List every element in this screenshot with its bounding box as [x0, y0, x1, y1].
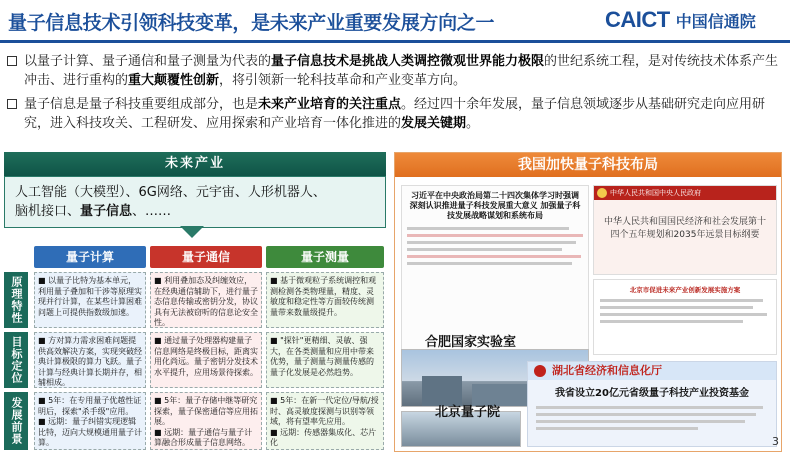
column-header-quantum-computing: 量子计算 — [34, 246, 146, 268]
hubei-banner-text: 湖北省经济和信息化厅 — [552, 364, 662, 377]
cell-measurement-outlook: ■ 5年：在新一代定位/导航/授时、高灵敏度探测与识别等领域，将有望率先应用。 ■ 远期：传感器集成化、芯片化 — [266, 392, 384, 450]
emblem-icon — [534, 365, 546, 377]
china-layout-panel — [394, 152, 782, 452]
bullet-text: 。 — [466, 116, 480, 131]
industries-emphasis: 量子信息 — [80, 204, 133, 219]
bullet-emphasis: 量子信息技术是挑战人类调控微观世界能力极限 — [271, 54, 545, 69]
cell-measurement-principle: ■ 基于微观粒子系统调控和观测检测各类物理量，精度、灵敏度和稳定性等方面较传统测量带来数量级提升。 — [266, 272, 384, 328]
hubei-fund-headline: 我省设立20亿元省级量子科技产业投资基金 — [555, 388, 749, 399]
page-number: 3 — [772, 435, 779, 448]
logo-cn: 中国信通院 — [675, 11, 756, 31]
bullet-emphasis: 未来产业培育的关注重点 — [258, 97, 402, 112]
gov-banner — [594, 186, 776, 200]
bullet-text: 。经过四十余年发展，量子信息领域逐步从基础研究走向应用研究，进入科技攻关、工程研发、应用探索和产业培育一体化推进的 — [24, 97, 766, 131]
down-arrow-icon — [180, 226, 204, 238]
title-rule — [0, 40, 790, 43]
hubei-fund-body — [528, 399, 776, 437]
title-bar — [0, 0, 790, 42]
bullet-item — [6, 52, 784, 90]
national-emblem-icon — [597, 188, 607, 198]
industries-text: 、…… — [132, 204, 172, 219]
future-industries-header: 未来产业 — [4, 152, 386, 176]
bullet-item — [6, 95, 784, 133]
bullet-text: ，将引领新一轮科技革命和产业变革方向。 — [219, 73, 467, 88]
bullet-text: 的世纪系统工程，是对传统技术体系产生冲击、进行重构的 — [24, 54, 779, 88]
news-clipping-study-session — [401, 185, 589, 355]
cell-communication-principle: ■ 利用叠加态及纠缠效应，在经典通信辅助下，进行量子态信息传输或密钥分发，协议具有无法被窃听的信息论安全性。 — [150, 272, 262, 328]
cell-computing-outlook: ■ 5年：在专用量子优越性证明后，探索"杀手级"应用。 ■ 远期：量子纠错实现逻辑比特，迈向大规模通用量子计算。 — [34, 392, 146, 450]
industries-line-2 — [15, 202, 375, 221]
future-industries-box — [4, 176, 386, 228]
caict-logo — [605, 6, 756, 34]
column-header-quantum-communication: 量子通信 — [150, 246, 262, 268]
row-label-principle: 原理特性 — [4, 272, 28, 328]
future-industries-panel — [4, 152, 386, 452]
hubei-fund-document — [527, 361, 777, 447]
bullet-emphasis: 重大颠覆性创新 — [128, 73, 220, 88]
bullet-text: 量子信息是量子科技重要组成部分，也是 — [24, 97, 259, 112]
gov-banner-text: 中华人民共和国中央人民政府 — [610, 189, 701, 197]
cell-communication-target: ■ 通过量子处理器构建量子信息网络是终极目标，距离实用化尚远。量子密钥分发技术水平提升，应用场景待探索。 — [150, 332, 262, 388]
page-title: 量子信息技术引领科技变革，是未来产业重要发展方向之一 — [8, 12, 495, 34]
square-bullet-icon — [7, 56, 17, 66]
beijing-academy-label: 北京量子院 — [435, 405, 501, 420]
news-clipping-body — [407, 227, 583, 265]
industries-text: 脑机接口、 — [15, 204, 81, 219]
cell-computing-target: ■ 方对算力需求困难问题提供高效解决方案，实现突破经典计算极限的算力飞跃。量子计算与经典计算长期并存，相辅相成。 — [34, 332, 146, 388]
five-year-plan-title: 中华人民共和国国民经济和社会发展第十四个五年规划和2035年远景目标纲要 — [603, 217, 766, 240]
cell-communication-outlook: ■ 5年：量子存储中继等研究探索，量子保密通信等应用拓展。 ■ 远期：量子通信与量子计算融合形成量子信息网络。 — [150, 392, 262, 450]
hubei-banner — [528, 362, 776, 380]
bullet-emphasis: 发展关键期 — [401, 116, 467, 131]
bullet-list — [6, 52, 784, 138]
cell-measurement-target: ■ "探针"更精细、灵敏、强大，在各类测量和应用中带来优势，量子测量与测量传感的量子化发展是必然趋势。 — [266, 332, 384, 388]
bullet-text: 以量子计算、量子通信和量子测量为代表的 — [24, 54, 272, 69]
logo-latin: CAICT — [605, 7, 670, 32]
industries-line-1: 人工智能（大模型）、6G网络、元宇宙、人形机器人、 — [15, 185, 326, 200]
column-header-quantum-measurement: 量子测量 — [266, 246, 384, 268]
beijing-plan-document — [593, 279, 777, 355]
row-label-outlook: 发展前景 — [4, 392, 28, 450]
china-layout-header: 我国加快量子科技布局 — [395, 153, 781, 177]
beijing-plan-title: 北京市促进未来产业创新发展实施方案 — [629, 286, 741, 294]
row-label-target: 目标定位 — [4, 332, 28, 388]
five-year-plan-document — [593, 185, 777, 275]
square-bullet-icon — [7, 99, 17, 109]
hefei-lab-label: 合肥国家实验室 — [425, 335, 517, 350]
news-clipping-title: 习近平在中央政治局第二十四次集体学习时强调 深刻认识推进量子科技发展重大意义 加强量子科技发展战略谋划和系统布局 — [409, 191, 581, 220]
cell-computing-principle: ■ 以量子比特为基本单元，利用量子叠加和干涉等原理实现并行计算，在某些计算困难问题上可提供指数级加速。 — [34, 272, 146, 328]
